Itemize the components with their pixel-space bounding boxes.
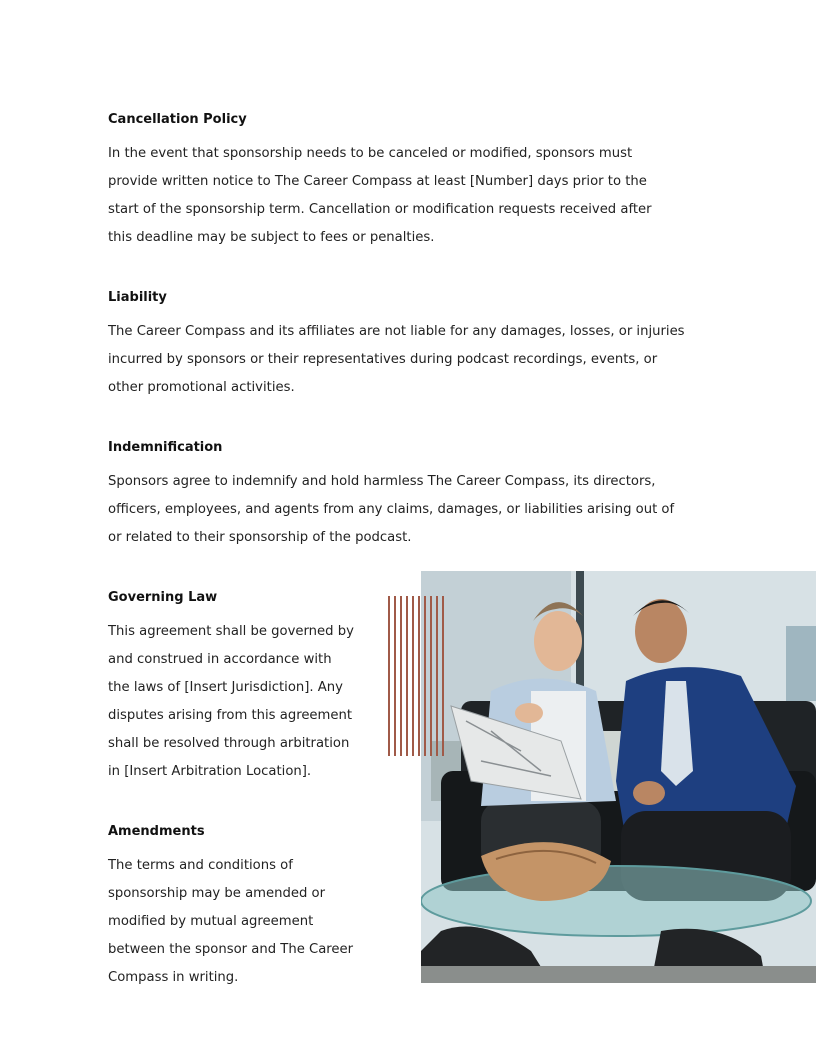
section-governing-law [108,590,383,786]
section-amendments [108,824,383,992]
section-heading: Cancellation Policy [108,112,247,127]
section-heading: Governing Law [108,590,218,605]
section-indemnification [108,440,728,552]
section-heading: Liability [108,290,167,305]
section-body: The terms and conditions of sponsorship may be amended or modified by mutual agreement between the sponsor and The Career Compass in writing. [108,858,354,985]
decorative-stripes [388,596,448,756]
section-heading: Amendments [108,824,205,839]
section-body: Sponsors agree to indemnify and hold harmless The Career Compass, its directors, officers, employees, and agents from any claims, damages, or liabilities arising out of or related to their sponsorship of the podcast. [108,474,675,545]
section-cancellation-policy [108,112,728,252]
section-body: The Career Compass and its affiliates are not liable for any damages, losses, or injuries incurred by sponsors or their representatives during podcast recordings, events, or other promotional activities. [108,324,685,395]
section-liability [108,290,728,402]
business-meeting-photo [421,571,816,983]
section-body: In the event that sponsorship needs to be canceled or modified, sponsors must provide written notice to The Career Compass at least [Number] days prior to the start of the sponsorship term. Cancellation or modification requests received after this deadline may be subject to fees or penalties. [108,146,652,245]
section-heading: Indemnification [108,440,223,455]
section-body: This agreement shall be governed by and construed in accordance with the laws of [Insert Jurisdiction]. Any disputes arising from this agreement shall be resolved through arbitration in [Insert Arbitration Location]. [108,624,354,779]
photo-illustration [421,571,816,983]
